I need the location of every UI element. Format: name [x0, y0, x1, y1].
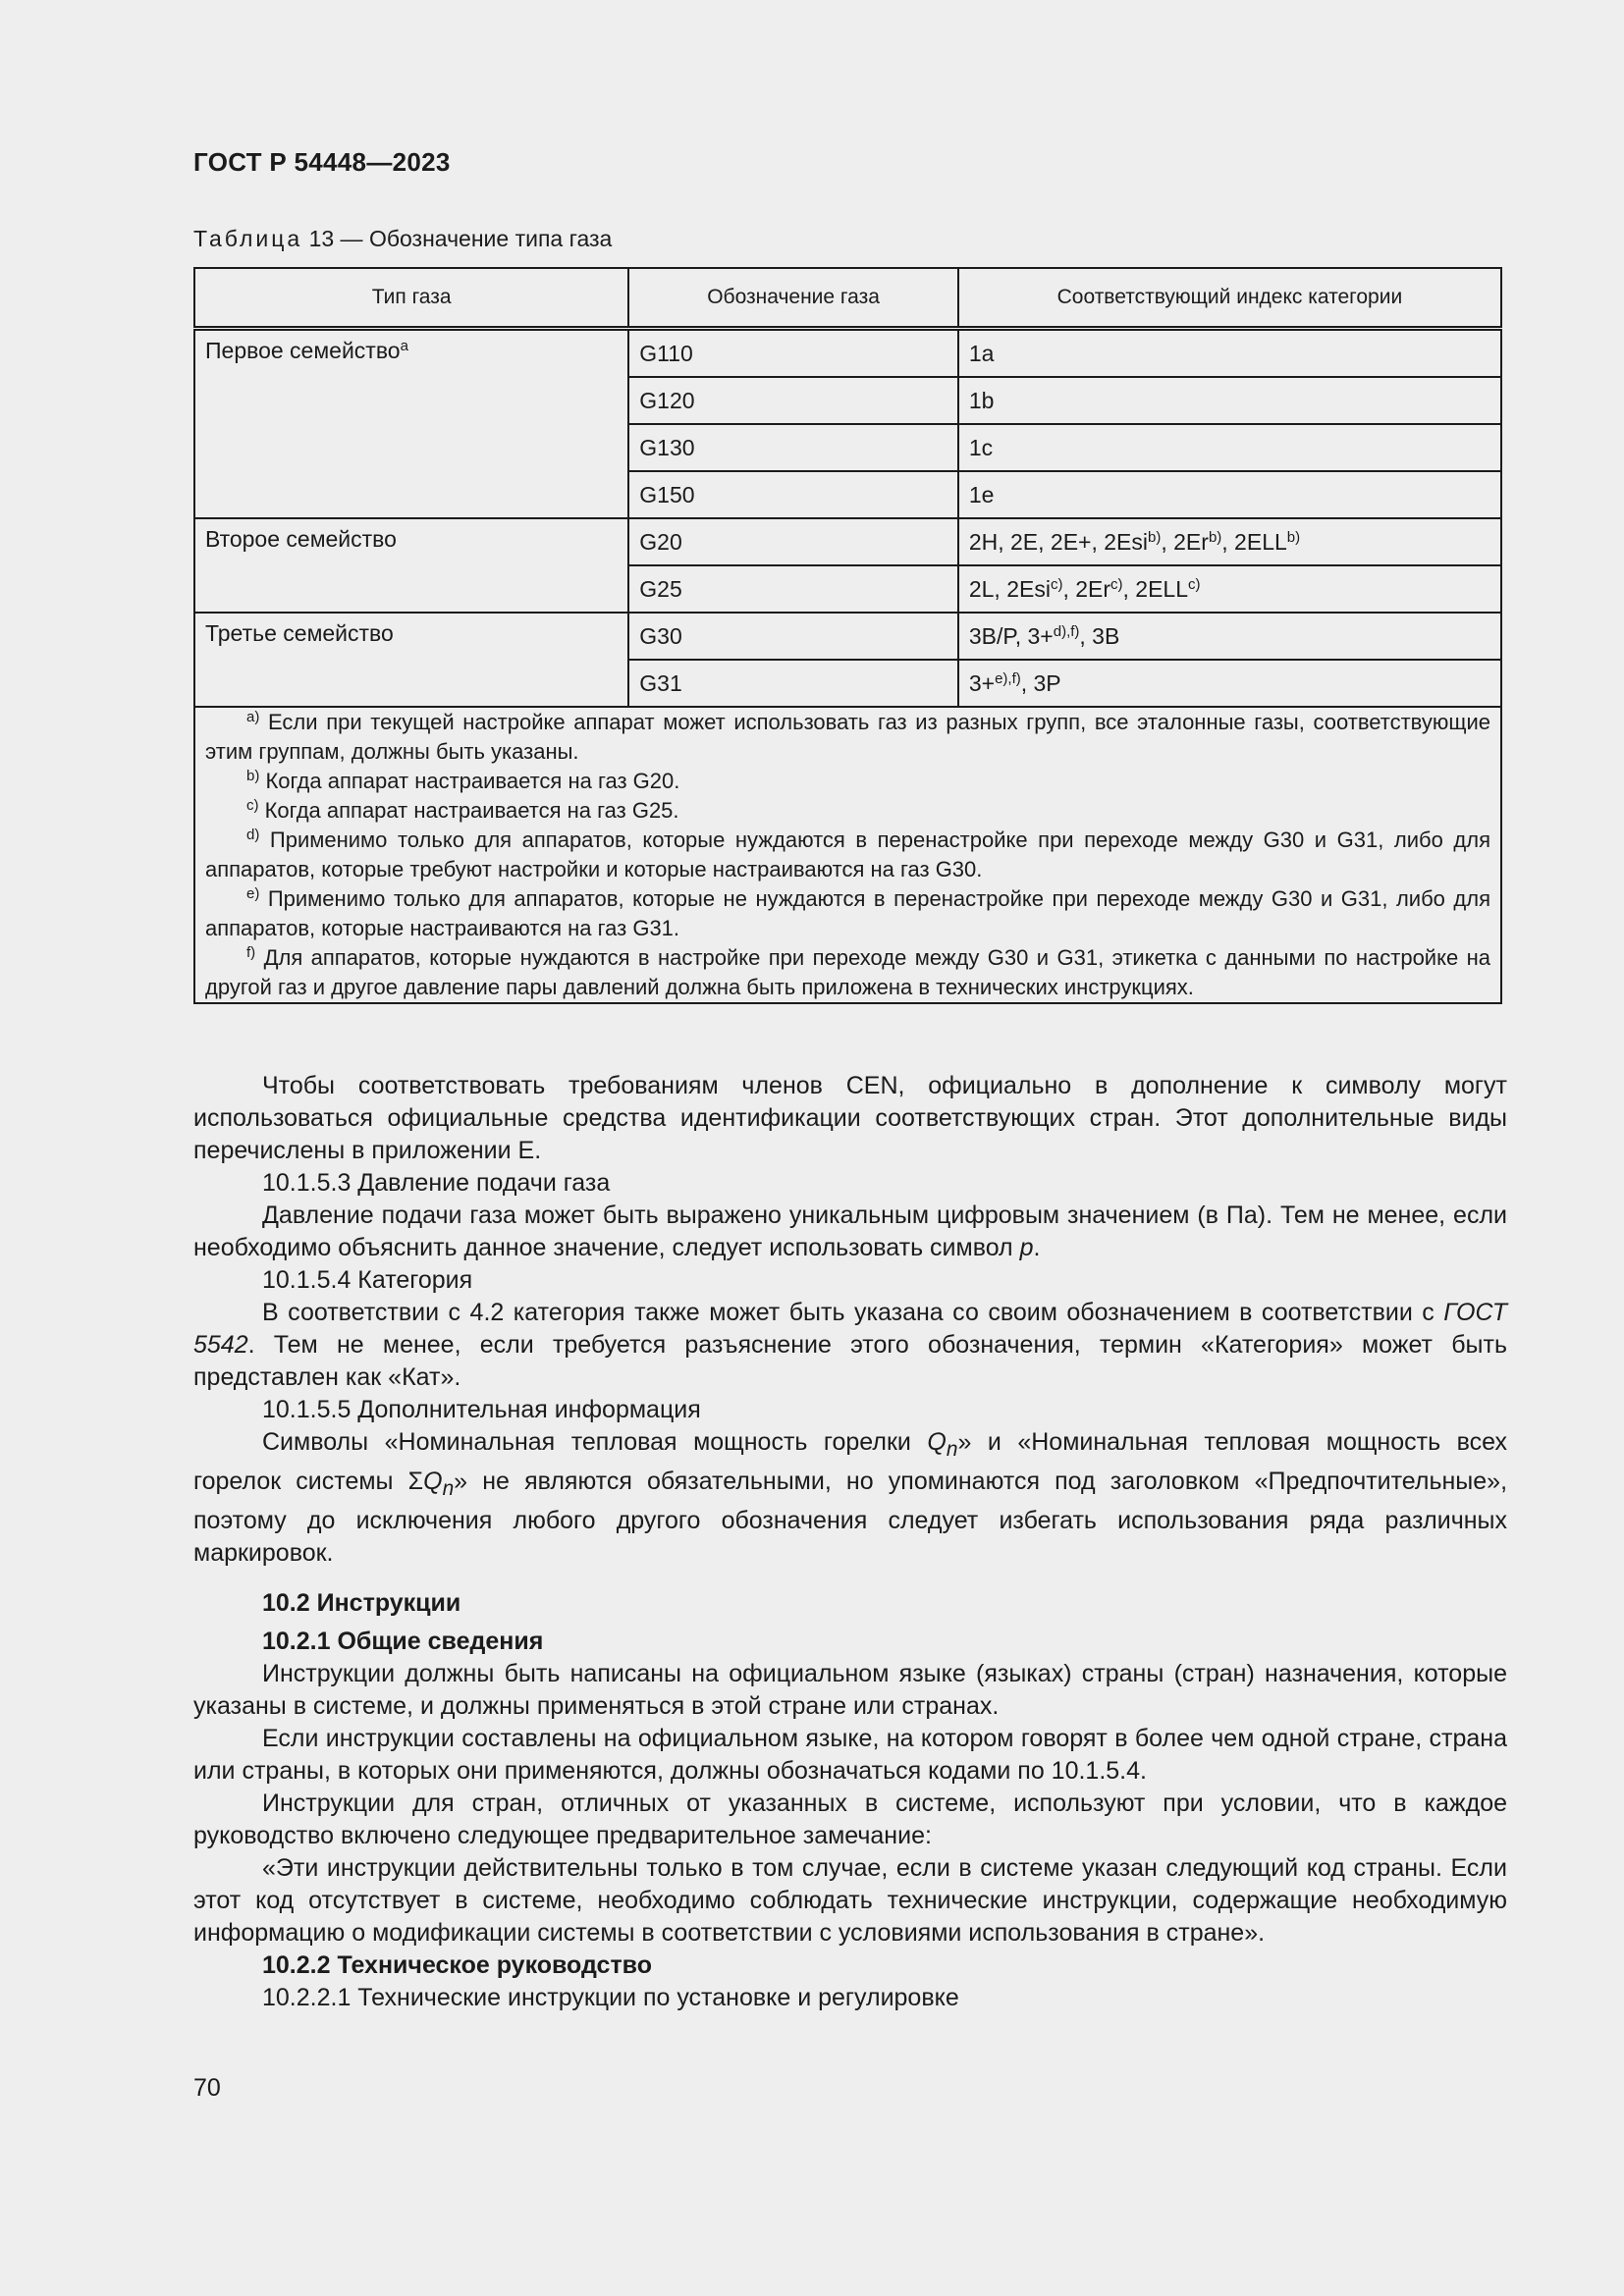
gas-designation-cell: G110	[628, 329, 958, 378]
paragraph-cen: Чтобы соответствовать требованиям членов CEN, официально в дополнение к символу могут использоваться официальные средства идентификации соответствующих стран. Этот дополнительные виды перечислены в приложении Е.	[193, 1072, 1507, 1164]
index-text: , 3P	[1020, 670, 1061, 696]
family-first-footnote-mark: a	[400, 338, 408, 354]
footnote-mark: c)	[1110, 576, 1123, 593]
gas-designation-cell: G31	[628, 660, 958, 707]
body-text	[193, 1070, 1507, 2014]
note-mark: a)	[246, 709, 260, 725]
index-text: , 2Er	[1161, 529, 1209, 555]
footnote-mark: c)	[1050, 576, 1063, 593]
paragraph-category	[193, 1297, 1507, 1394]
gas-designation-cell: G130	[628, 424, 958, 471]
category-index-cell	[958, 613, 1501, 660]
symbol-n: n	[946, 1438, 958, 1461]
table-caption-word: Таблица	[193, 226, 303, 251]
paragraph-text: Символы «Номинальная тепловая мощность горелки	[262, 1428, 928, 1456]
family-first-label: Первое семейство	[205, 338, 401, 363]
heading-10-2-2: 10.2.2 Техническое руководство	[262, 1951, 652, 1979]
note-text: Для аппаратов, которые нуждаются в настройке при переходе между G30 и G31, этикетка с данными по настройке на другой газ и другое давление пары давлений должна быть приложена в технических инструкциях.	[205, 945, 1490, 999]
index-text: , 2ELL	[1221, 529, 1287, 555]
column-header-category-index: Соответствующий индекс категории	[958, 268, 1501, 329]
index-text: 2L, 2Esi	[968, 576, 1051, 602]
symbol-p: p	[1019, 1234, 1034, 1261]
footnote-mark: e),f)	[995, 670, 1021, 687]
heading-10-2-2-1: 10.2.2.1 Технические инструкции по установке и регулировке	[262, 1984, 959, 2011]
table-notes-row	[194, 707, 1501, 1003]
heading-10-2: 10.2 Инструкции	[262, 1589, 461, 1617]
paragraph-text: » не являются обязательными, но упоминаются под заголовком «Предпочтительные», поэтому до исключения любого другого обозначения следует избегать использования ряда различных маркировок.	[193, 1468, 1508, 1567]
gas-designation-cell: G20	[628, 518, 958, 565]
index-text: , 3B	[1079, 623, 1120, 649]
category-index-cell: 1e	[958, 471, 1501, 518]
heading-10-1-5-4: 10.1.5.4 Категория	[262, 1266, 473, 1294]
note-mark: c)	[246, 797, 259, 814]
note-mark: f)	[246, 944, 256, 961]
standard-reference: ГОСТ 5542	[193, 1299, 1507, 1359]
table-note	[205, 796, 1490, 826]
paragraph-text: .	[1033, 1234, 1041, 1261]
table-note	[205, 884, 1490, 943]
category-index-cell	[958, 518, 1501, 565]
paragraph-instructions-2: Если инструкции составлены на официальном языке, на котором говорят в более чем одной стране, страна или страны, в которых они применяются, должны обозначаться кодами по 10.1.5.4.	[193, 1725, 1507, 1785]
index-text: 3B/P, 3+	[968, 623, 1054, 649]
table-row	[194, 613, 1501, 660]
paragraph-instructions-3: Инструкции для стран, отличных от указанных в системе, используют при условии, что в каждое руководство включено следующее предварительное замечание:	[193, 1789, 1507, 1849]
paragraph-pressure	[193, 1200, 1507, 1264]
family-second-cell: Второе семейство	[194, 518, 628, 613]
note-mark: b)	[246, 768, 260, 784]
paragraph-instructions-1: Инструкции должны быть написаны на официальном языке (языках) страны (стран) назначения, которые указаны в системе, и должны применяться в этой стране или странах.	[193, 1660, 1507, 1720]
heading-10-1-5-5: 10.1.5.5 Дополнительная информация	[262, 1396, 701, 1423]
category-index-cell: 1b	[958, 377, 1501, 424]
gas-designation-cell: G150	[628, 471, 958, 518]
note-text: Если при текущей настройке аппарат может использовать газ из разных групп, все эталонные газы, соответствующие этим группам, должны быть указаны.	[205, 710, 1490, 764]
category-index-cell	[958, 565, 1501, 613]
index-text: 3+	[968, 670, 996, 696]
footnote-mark: b)	[1286, 529, 1301, 546]
category-index-cell: 1a	[958, 329, 1501, 378]
table-row	[194, 329, 1501, 378]
footnote-mark: c)	[1188, 576, 1201, 593]
symbol-n: n	[442, 1477, 455, 1500]
gas-designation-cell: G25	[628, 565, 958, 613]
column-header-gas-designation: Обозначение газа	[628, 268, 958, 329]
page-number: 70	[193, 2074, 221, 2102]
index-text: , 2ELL	[1122, 576, 1189, 602]
table-caption-title: 13 — Обозначение типа газа	[302, 226, 613, 251]
table-note	[205, 826, 1490, 884]
column-header-gas-type: Тип газа	[194, 268, 628, 329]
note-text: Когда аппарат настраивается на газ G25.	[258, 798, 679, 823]
category-index-cell: 1c	[958, 424, 1501, 471]
footnote-mark: b)	[1208, 529, 1222, 546]
table-notes-cell	[194, 707, 1501, 1003]
gas-designation-cell: G30	[628, 613, 958, 660]
paragraph-additional-info	[193, 1426, 1507, 1570]
heading-10-2-1: 10.2.1 Общие сведения	[262, 1628, 544, 1655]
note-text: Применимо только для аппаратов, которые не нуждаются в перенастройке при переходе между G30 и G31, либо для аппаратов, которые настраиваются на газ G31.	[205, 886, 1490, 940]
note-text: Когда аппарат настраивается на газ G20.	[259, 769, 680, 793]
footnote-mark: b)	[1148, 529, 1162, 546]
note-mark: d)	[246, 827, 260, 843]
index-text: 2H, 2E, 2E+, 2Esi	[968, 529, 1149, 555]
family-first-cell	[194, 329, 628, 519]
table-row	[194, 518, 1501, 565]
paragraph-text: » и «Номинальная тепловая мощность всех горелок системы Σ	[193, 1428, 1507, 1495]
symbol-q: Q	[423, 1468, 443, 1495]
family-third-cell: Третье семейство	[194, 613, 628, 707]
paragraph-text: Давление подачи газа может быть выражено уникальным цифровым значением (в Па). Тем не менее, если необходимо объяснить данное значение, следует использовать символ	[193, 1201, 1507, 1261]
paragraph-quote: «Эти инструкции действительны только в том случае, если в системе указан следующий код страны. Если этот код отсутствует в системе, необходимо соблюдать технические инструкции, содержащие необходимую информацию о модификации системы в соответствии с условиями использования в стране».	[193, 1854, 1507, 1947]
table-note	[205, 708, 1490, 767]
gas-designation-cell: G120	[628, 377, 958, 424]
symbol-q: Q	[927, 1428, 947, 1456]
paragraph-text: В соответствии с 4.2 категория также может быть указана со своим обозначением в соответствии с	[262, 1299, 1444, 1326]
document-header: ГОСТ Р 54448—2023	[193, 147, 451, 177]
gas-type-table	[193, 267, 1502, 1004]
heading-10-1-5-3: 10.1.5.3 Давление подачи газа	[262, 1169, 611, 1197]
paragraph-text: . Тем не менее, если требуется разъяснение этого обозначения, термин «Категория» может быть представлен как «Кат».	[193, 1331, 1507, 1391]
index-text: , 2Er	[1062, 576, 1111, 602]
footnote-mark: d),f)	[1053, 623, 1080, 640]
table-note	[205, 943, 1490, 1002]
table-header-row	[194, 268, 1501, 329]
table-note	[205, 767, 1490, 796]
note-text: Применимо только для аппаратов, которые нуждаются в перенастройке при переходе между G30 и G31, либо для аппаратов, которые требуют настройки и которые настраиваются на газ G30.	[205, 828, 1490, 881]
note-mark: e)	[246, 885, 260, 902]
table-caption	[193, 226, 612, 252]
category-index-cell	[958, 660, 1501, 707]
